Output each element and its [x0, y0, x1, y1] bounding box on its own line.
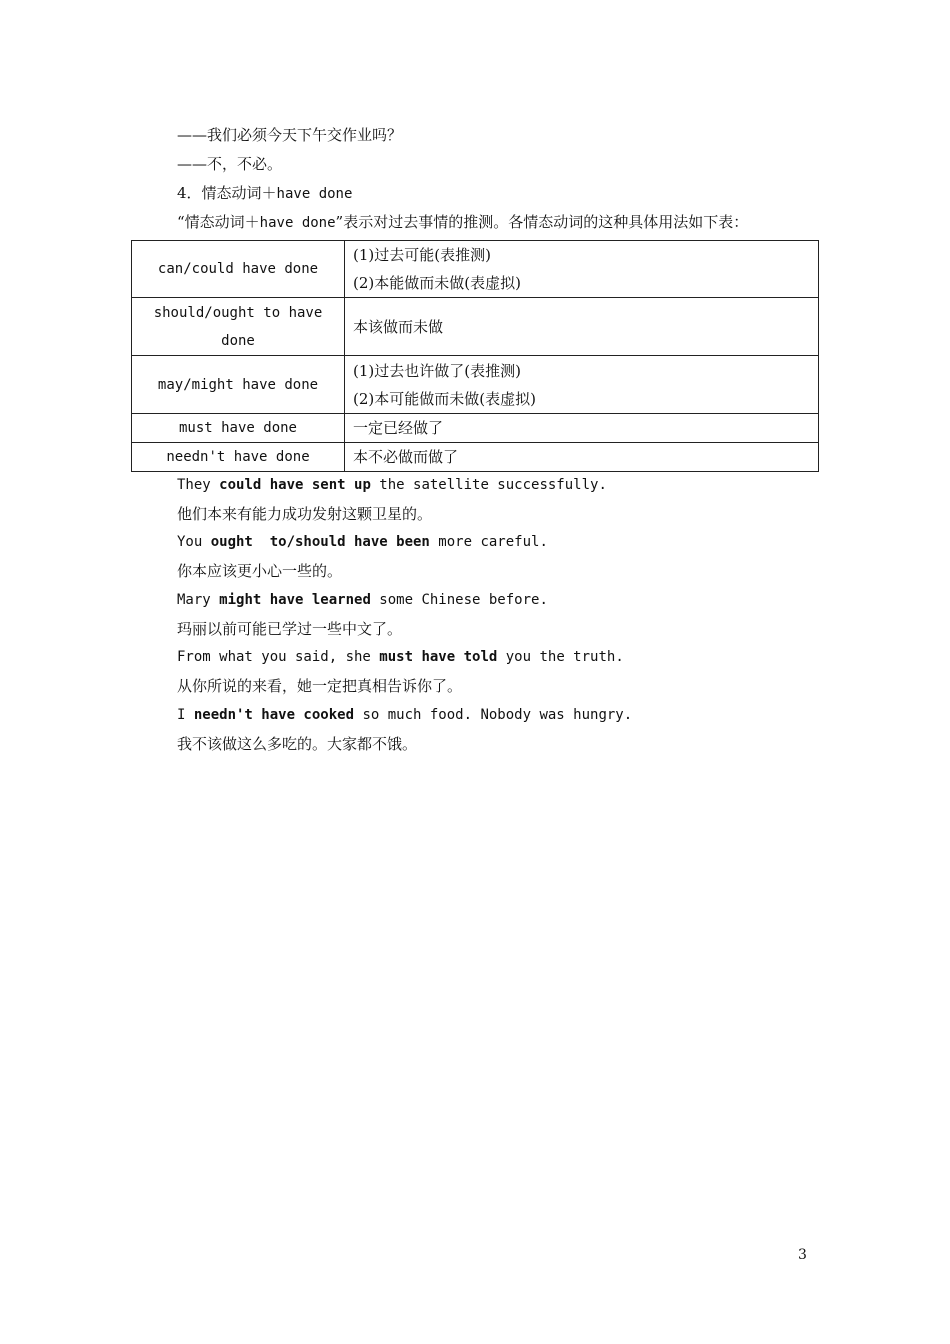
table-cell-form: can/could have done [132, 241, 345, 298]
example-text: They [177, 477, 220, 493]
meaning-line: (2)本能做而未做(表虚拟) [353, 274, 521, 292]
example-zh: 玛丽以前可能已学过一些中文了。 [177, 620, 403, 638]
table-cell-form: may/might have done [132, 356, 345, 414]
example-zh: 从你所说的来看，她一定把真相告诉你了。 [177, 677, 463, 695]
example-highlight: must have told [379, 649, 498, 665]
example-zh: 他们本来有能力成功发射这颗卫星的。 [177, 505, 433, 523]
table-cell-meaning [345, 414, 819, 443]
example-zh: 你本应该更小心一些的。 [177, 562, 343, 580]
meaning-line: 本不必做而做了 [353, 448, 459, 466]
example-text: I [177, 707, 194, 723]
example-text: Mary [177, 592, 220, 608]
example-text: You [177, 534, 211, 550]
modal-verbs-table [131, 240, 819, 472]
example-highlight: could have sent up [219, 477, 371, 493]
table-row [132, 356, 819, 414]
section-heading-num: 4．情态动词＋ [177, 184, 277, 202]
meaning-line: (1)过去可能(表推测) [353, 246, 491, 264]
table-cell-form: must have done [132, 414, 345, 443]
section-description [177, 211, 748, 234]
section-desc-open: “情态动词＋ [177, 213, 260, 231]
table-cell-meaning [345, 241, 819, 298]
example-en [177, 474, 607, 496]
table-cell-meaning [345, 443, 819, 472]
example-zh: 我不该做这么多吃的。大家都不饿。 [177, 735, 418, 753]
table-cell-form: should/ought to have done [132, 298, 345, 356]
table-row [132, 443, 819, 472]
section-desc-en: have done [259, 215, 336, 231]
dialog-question: ——我们必须今天下午交作业吗？ [177, 126, 403, 144]
example-en [177, 531, 548, 553]
dialog-answer: ——不，不必。 [177, 155, 283, 173]
section-heading-en: have done [276, 186, 353, 202]
table-row [132, 414, 819, 443]
example-text: From what you said, she [177, 649, 380, 665]
section-desc-rest: ”表示对过去事情的推测。各情态动词的这种具体用法如下表： [335, 213, 749, 231]
example-text: some Chinese before. [370, 592, 548, 608]
example-en [177, 704, 632, 726]
meaning-line: 本该做而未做 [353, 317, 444, 336]
example-highlight: ought to/should have been [210, 534, 430, 550]
section-heading [177, 182, 352, 205]
example-highlight: needn't have cooked [193, 707, 355, 723]
example-text: so much food. Nobody was hungry. [354, 707, 633, 723]
example-text: you the truth. [497, 649, 624, 665]
table-cell-meaning [345, 298, 819, 356]
example-en [177, 589, 548, 611]
meaning-line: (2)本可能做而未做(表虚拟) [353, 389, 536, 408]
example-en [177, 646, 624, 668]
table-row [132, 241, 819, 298]
table-cell-form: needn't have done [132, 443, 345, 472]
example-text: more careful. [429, 534, 548, 550]
meaning-line: 一定已经做了 [353, 419, 444, 437]
example-highlight: might have learned [219, 592, 371, 608]
page-number: 3 [798, 1247, 807, 1263]
table-row [132, 298, 819, 356]
example-text: the satellite successfully. [370, 477, 607, 493]
table-cell-meaning [345, 356, 819, 414]
meaning-line: (1)过去也许做了(表推测) [353, 361, 521, 380]
